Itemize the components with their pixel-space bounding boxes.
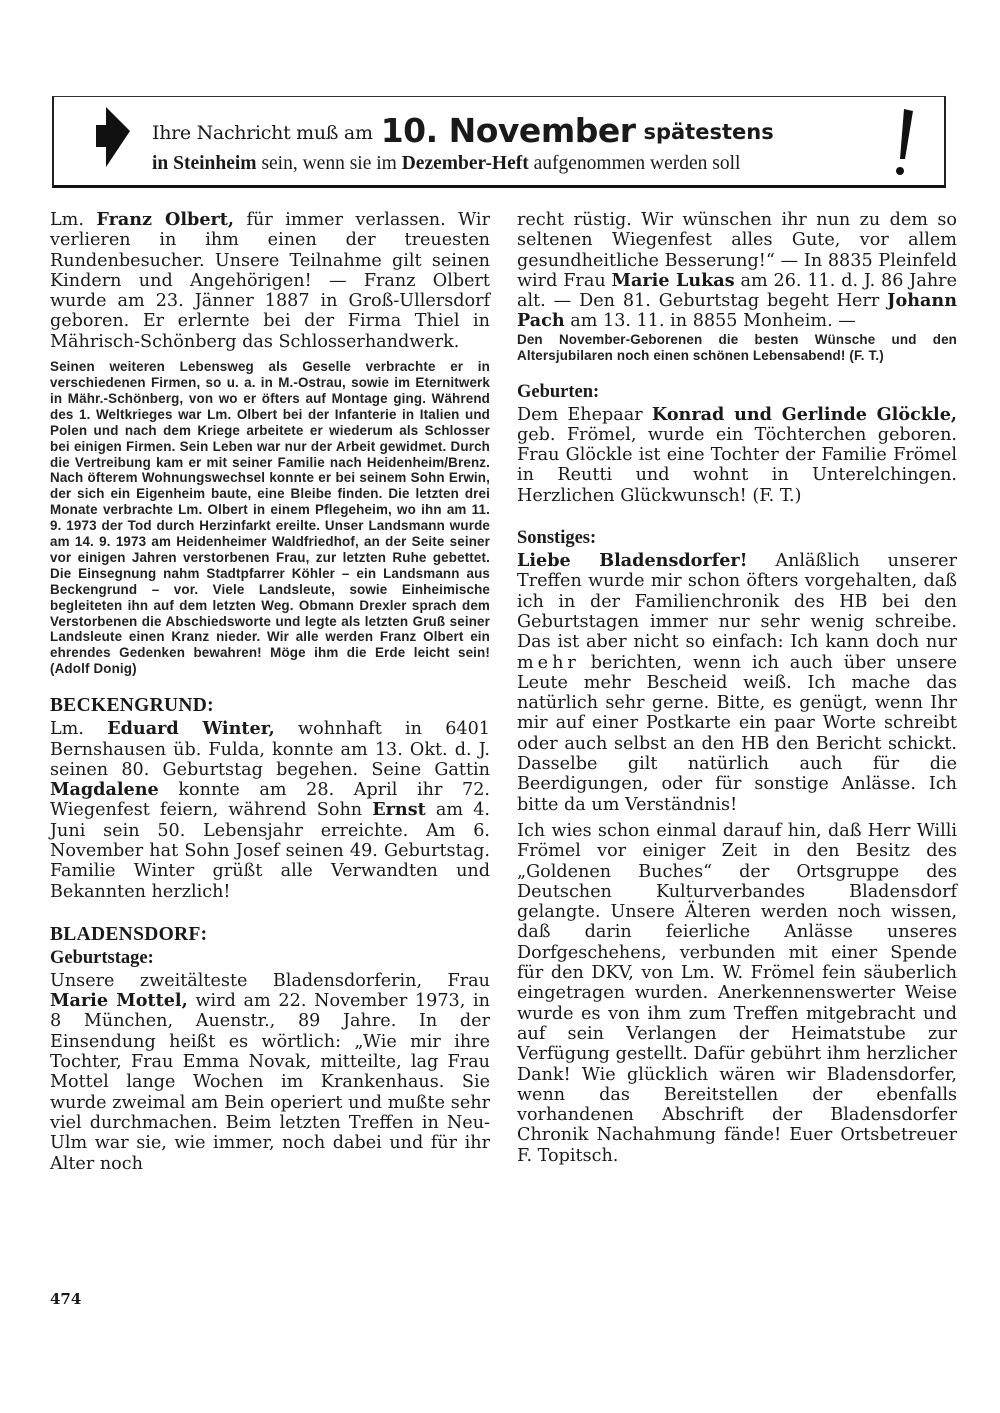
- sonstiges-letter: Liebe Bladensdorfer! Anläßlich unserer Treffen wurde mir schon öfters vorgehalten, daß ich in der Familienchronik des HB bei den Geburtstagen immer nur sehr wenig schreibe. Das ist aber nicht so einfach: Ich kann doch nur mehr berichten, wenn ich auch über unsere Leute mehr Bescheid weiß. Ich mache das natürlich sehr gerne. Bitte, es genügt, wenn Ihr mir auf einer Postkarte ein paar Worte schreibt oder auch selbst an den HB den Bericht schickt. Dasselbe gilt natürlich auch für die Beerdigungen, oder für sonstige Anlässe. Ich bitte da um Verständnis!: [517, 550, 957, 815]
- right-column: [517, 210, 957, 1166]
- person-name: Marie Lukas: [611, 269, 735, 291]
- birthday-wishes: Den November-Geborenen die besten Wünsche und den Altersjubilaren noch einen schönen Lebensabend! (F. T.): [517, 331, 957, 363]
- sonstiges-golden-book: Ich wies schon einmal darauf hin, daß Herr Willi Frömel vor einiger Zeit in den Besitz des „Goldenen Buches“ der Ortsgruppe des Deutschen Kulturverbandes Bladensdorf gelangte. Unsere Älteren werden noch wissen, daß darin feierliche Anlässe unseres Dorfgeschehens, verbunden mit einer Spende für den DKV, von Lm. W. Frömel fein säuberlich eingetragen wurden. Anerkennenswerter Weise wurde es von ihm zum Treffen mitgebracht und auf sein Verlangen der Heimatstube zur Verfügung gestellt. Dafür gebührt ihm herzlicher Dank! Wie glücklich wären wir Bladensdorfer, wenn das Bereitstellen der ebenfalls vorhandenen Abschrift der Bladensdorfer Chronik Nachahmung fände! Euer Ortsbetreuer F. Topitsch.: [517, 820, 957, 1166]
- person-name: Magdalene: [50, 779, 159, 801]
- obituary-olbert-body: Seinen weiteren Lebensweg als Geselle verbrachte er in verschiedenen Firmen, so u. a. in M.-Ostrau, sowie im Eternitwerk in Mähr.-Schönberg, von wo er öfters auf Montage ging. Während des 1. Weltkrieges war Lm. Olbert bei der Infanterie in Italien und Polen und nach dem Kriege arbeitete er wiederum als Schlosser bei einigen Firmen. Sein Leben war nur der Arbeit gewidmet. Durch die Vertreibung kam er mit seiner Familie nach Heidenheim/Brenz. Nach öfterem Wohnungswechsel konnte er bei seinem Sohn Erwin, der sich ein Eigenheim baute, eine Bleibe finden. Die letzten drei Monate verbrachte Lm. Olbert in einem Pflegeheim, wo ihn am 11. 9. 1973 der Tod durch Herzinfarkt ereilte. Unser Landsmann wurde am 14. 9. 1973 am Heidenheimer Waldfriedhof, an der Seite seiner vor einigen Jahren verstorbenen Frau, zur letzten Ruhe gebettet. Die Einsegnung nahm Stadtpfarrer Köhler – ein Landsmann aus Beckengrund – vor. Viele Landsleute, sowie Einheimische begleiteten ihn auf dem letzten Weg. Obmann Drexler sprach dem Verstorbenen die Abschiedsworte und legte als letzten Gruß seiner Landsleute einen Kranz nieder. Wir alle werden Franz Olbert ein ehrendes Gedenken bewahren! Möge ihm die Erde leicht sein! (Adolf Donig): [50, 359, 490, 677]
- person-name: Marie Mottel,: [50, 990, 188, 1012]
- banner-headline: [152, 111, 774, 150]
- subheading-sonstiges: Sonstiges:: [517, 528, 597, 549]
- subheading-geburten: Geburten:: [517, 381, 600, 402]
- banner-issue: Dezember-Heft: [401, 153, 529, 174]
- page-number: 474: [50, 1290, 82, 1308]
- banner-text: aufgenommen werden soll: [528, 153, 741, 174]
- obituary-olbert-intro: Lm. Franz Olbert, für immer verlassen. Wir verlieren in ihm einen der treuesten Rundenbesucher. Unsere Teilnahme gilt seinen Kindern und Angehörigen! — Franz Olbert wurde am 23. Jänner 1887 in Groß-Ullersdorf geboren. Er erlernte bei der Firma Thiel in Mährisch-Schönberg das Schlosserhandwerk.: [50, 209, 490, 352]
- birthday-continuation: recht rüstig. Wir wünschen ihr nun zu dem so seltenen Wiegenfest alles Gute, vor allem gesundheitliche Besserung!“ — In 8835 Pleinfeld wird Frau Marie Lukas am 26. 11. d. J. 86 Jahre alt. — Den 81. Geburtstag begeht Herr Johann Pach am 13. 11. in 8855 Monheim. —: [517, 210, 957, 332]
- person-name: Ernst: [372, 799, 426, 821]
- person-name: Eduard Winter,: [107, 718, 275, 740]
- salutation: Liebe Bladensdorfer!: [517, 550, 748, 572]
- beckengrund-text: Lm. Eduard Winter, wohnhaft in 6401 Bernshausen üb. Fulda, konnte am 13. Okt. d. J. seinen 80. Geburtstag begehen. Seine Gattin Magdalene konnte am 28. April ihr 72. Wiegenfest feiern, während Sohn Ernst am 4. Juni sein 50. Lebensjahr erreichte. Am 6. November hat Sohn Josef seinen 49. Geburtstag. Familie Winter grüßt alle Verwandten und Bekannten herzlich!: [50, 718, 490, 902]
- banner-date: 10. November: [380, 111, 636, 150]
- person-name: Johann Pach: [517, 290, 957, 332]
- geburten-text: Dem Ehepaar Konrad und Gerlinde Glöckle, geb. Frömel, wurde ein Töchterchen geboren. Frau Glöckle ist eine Tochter der Familie Frömel in Reutti und wohnt in Unterelchingen. Herzlichen Glückwunsch! (F. T.): [517, 403, 958, 506]
- left-column: [50, 210, 490, 1174]
- right-arrow-icon: [96, 107, 130, 167]
- bladensdorf-birthday-text: Unsere zweitälteste Bladensdorferin, Frau Marie Mottel, wird am 22. November 1973, in 8 München, Auenstr., 89 Jahre. In der Einsendung heißt es wörtlich: „Wie mir ihre Tochter, Frau Emma Novak, mitteilte, lag Frau Mottel lange Wochen im Krankenhaus. Sie wurde zweimal am Bein operiert und mußte sehr viel durchmachen. Beim letzten Treffen in Neu-Ulm war sie, wie immer, noch dabei und für ihr Alter noch: [50, 970, 490, 1174]
- banner-text: sein, wenn sie im: [256, 153, 402, 174]
- banner-location: in Steinheim: [152, 153, 257, 174]
- banner-subline: [152, 153, 740, 175]
- section-heading-bladensdorf: BLADENSDORF:: [50, 923, 208, 945]
- deadline-banner: [52, 96, 946, 188]
- person-name: Franz Olbert,: [96, 209, 235, 230]
- banner-suffix: spätestens: [643, 120, 774, 144]
- banner-prefix: Ihre Nachricht muß am: [152, 122, 373, 144]
- emphasized-word: mehr: [517, 652, 580, 673]
- exclamation-icon: [894, 109, 914, 179]
- person-name: Konrad und Gerlinde Glöckle,: [651, 403, 958, 425]
- section-heading-beckengrund: BECKENGRUND:: [50, 695, 214, 717]
- subheading-geburtstage: Geburtstage:: [50, 947, 154, 968]
